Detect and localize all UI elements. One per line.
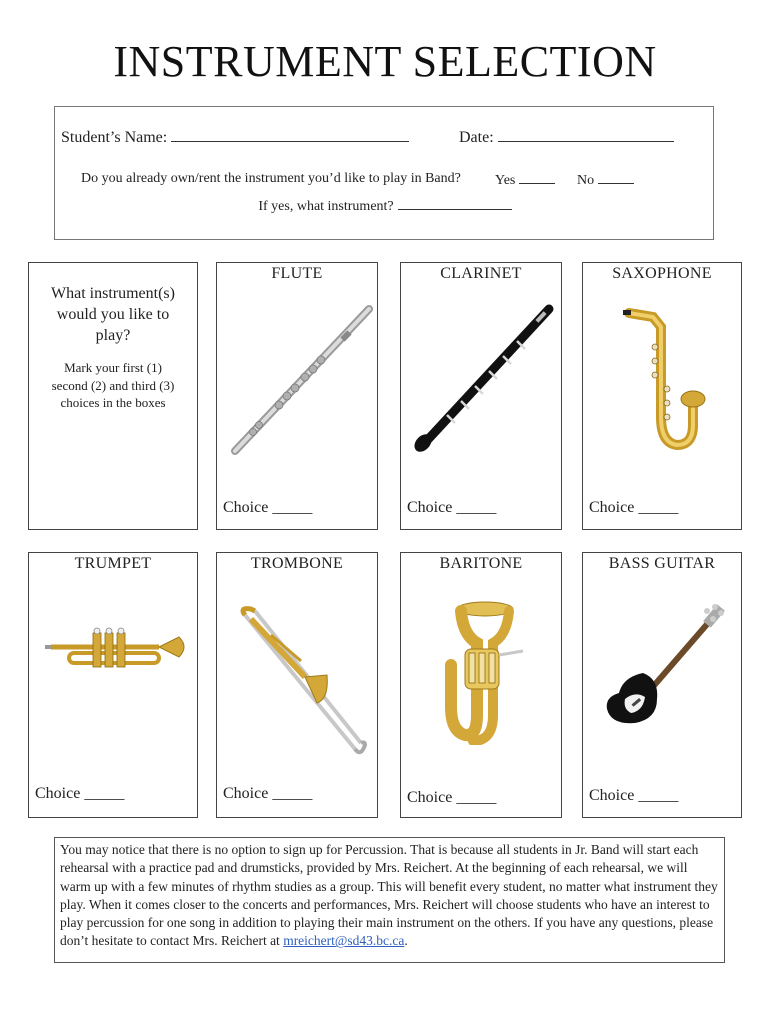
instrument-question: What instrument(s) would you like to play? [51,285,175,344]
clarinet-choice-field[interactable]: Choice _____ [407,499,497,516]
trumpet-box[interactable] [28,552,198,818]
trombone-label: TROMBONE [250,555,344,572]
yes-field[interactable]: Yes [495,171,555,189]
note-text: You may notice that there is no option to sign up for Percussion. That is because all students in Jr. Band will start each rehearsal with a practice pad and drumsticks, provided by Mrs. Reichert. At the beginning of each rehearsal, we will warm up with a few minutes of rhythm studies as a group. This will benefit every student, no matter what instrument they play. When it comes closer to the concerts and performances, Mrs. Reichert will choose students who have an interest to play percussion for one song in addition to playing their main instrument on the others. If you have any questions, please don’t hesitate to contact Mrs. Reichert at [60,842,718,949]
saxophone-box[interactable] [582,262,742,530]
flute-image [223,301,373,461]
own-instrument-question: Do you already own/rent the instrument you’d like to play in Band? [81,171,461,186]
clarinet-image [407,301,557,461]
student-name-field[interactable]: Student’s Name: [61,129,409,147]
flute-choice-field[interactable]: Choice _____ [223,499,313,516]
page-title: INSTRUMENT SELECTION [113,37,657,86]
date-field[interactable]: Date: [459,129,674,147]
no-field[interactable]: No [577,171,634,189]
percussion-note [54,837,725,963]
trombone-image [231,605,371,761]
student-info-box [54,106,714,240]
saxophone-label: SAXOPHONE [612,265,712,282]
baritone-label: BARITONE [439,555,523,572]
flute-box[interactable] [216,262,378,530]
clarinet-box[interactable] [400,262,562,530]
bass-guitar-image [601,603,731,733]
bass-guitar-choice-field[interactable]: Choice _____ [589,787,679,804]
saxophone-choice-field[interactable]: Choice _____ [589,499,679,516]
trumpet-choice-field[interactable]: Choice _____ [35,785,125,802]
if-yes-field[interactable]: If yes, what instrument? [55,197,715,215]
flute-label: FLUTE [271,265,323,282]
trumpet-image [39,623,191,683]
trombone-box[interactable] [216,552,378,818]
baritone-image [437,595,533,745]
baritone-choice-field[interactable]: Choice _____ [407,789,497,806]
baritone-box[interactable] [400,552,562,818]
instructions-box [28,262,198,530]
saxophone-image [619,307,709,457]
email-link[interactable]: mreichert@sd43.bc.ca [283,933,405,949]
bass-guitar-box[interactable] [582,552,742,818]
bass-guitar-label: BASS GUITAR [608,555,716,572]
trumpet-label: TRUMPET [74,555,152,572]
trombone-choice-field[interactable]: Choice _____ [223,785,313,802]
clarinet-label: CLARINET [440,265,522,282]
choice-instructions: Mark your first (1) second (2) and third (3) choices in the boxes [51,360,175,410]
note-end: . [404,933,408,949]
